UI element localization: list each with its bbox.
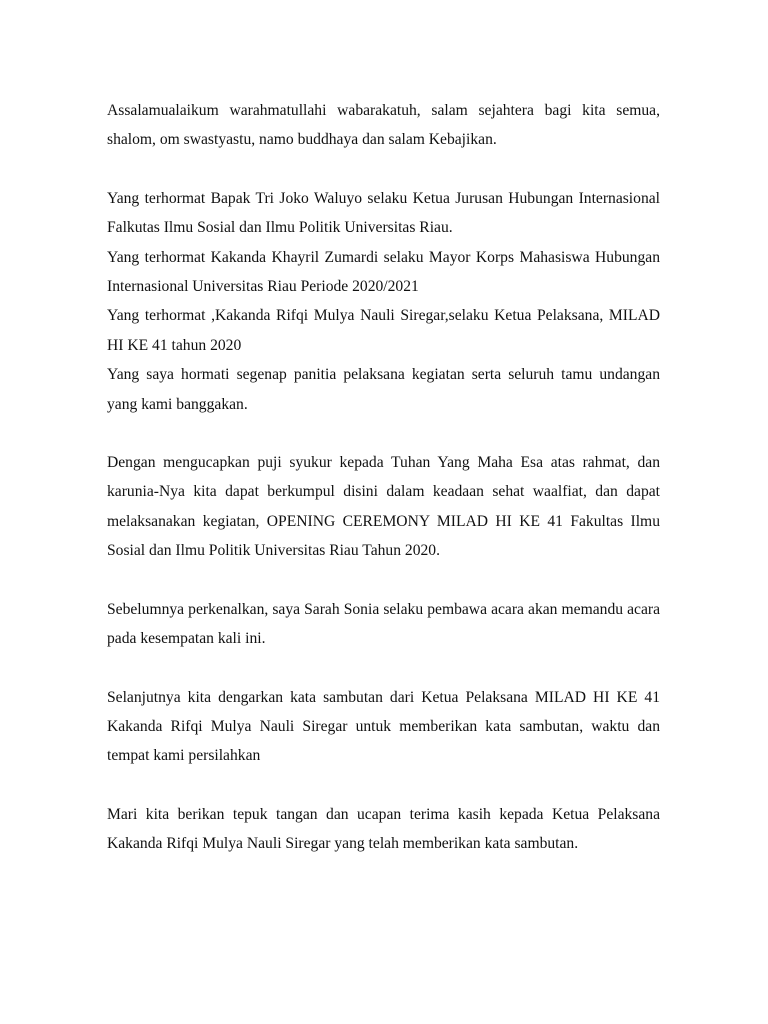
honorific-line-4: Yang saya hormati segenap panitia pelaksana kegiatan serta seluruh tamu undangan yang kami banggakan. bbox=[107, 366, 660, 413]
introduction-paragraph: Sebelumnya perkenalkan, saya Sarah Sonia selaku pembawa acara akan memandu acara pada kesempatan kali ini. bbox=[107, 600, 660, 648]
honorific-line-1: Yang terhormat Bapak Tri Joko Waluyo selaku Ketua Jurusan Hubungan Internasional Falkutas Ilmu Sosial dan Ilmu Politik Universitas Riau. bbox=[107, 189, 660, 237]
paragraph-spacer bbox=[107, 566, 660, 595]
paragraph-spacer bbox=[107, 654, 660, 683]
next-speech-paragraph: Selanjutnya kita dengarkan kata sambutan dari Ketua Pelaksana MILAD HI KE 41 Kakanda Rifqi Mulya Nauli Siregar untuk memberikan kata sambutan, waktu dan tempat kami persilahkan bbox=[107, 688, 660, 765]
paragraph-spacer bbox=[107, 771, 660, 800]
honorific-line-2: Yang terhormat Kakanda Khayril Zumardi selaku Mayor Korps Mahasiswa Hubungan Internasional Universitas Riau Periode 2020/2021 bbox=[107, 248, 660, 296]
greeting-paragraph: Assalamualaikum warahmatullahi wabarakatuh, salam sejahtera bagi kita semua, shalom, om swastyastu, namo buddhaya dan salam Kebajikan. bbox=[107, 102, 660, 149]
paragraph-spacer bbox=[107, 155, 660, 184]
honorific-line-3: Yang terhormat ,Kakanda Rifqi Mulya Nauli Siregar,selaku Ketua Pelaksana, MILAD HI KE 41 tahun 2020 bbox=[107, 307, 660, 354]
applause-paragraph: Mari kita berikan tepuk tangan dan ucapan terima kasih kepada Ketua Pelaksana Kakanda Rifqi Mulya Nauli Siregar yang telah memberikan kata sambutan. bbox=[107, 805, 660, 853]
opening-paragraph: Dengan mengucapkan puji syukur kepada Tuhan Yang Maha Esa atas rahmat, dan karunia-Nya kita dapat berkumpul disini dalam keadaan sehat waalfiat, dan dapat melaksanakan kegiatan, OPENING CEREMONY MILAD HI KE 41 Fakultas Ilmu Sosial dan Ilmu Politik Universitas Riau Tahun 2020. bbox=[107, 454, 660, 560]
document-body bbox=[107, 96, 660, 859]
paragraph-spacer bbox=[107, 419, 660, 448]
